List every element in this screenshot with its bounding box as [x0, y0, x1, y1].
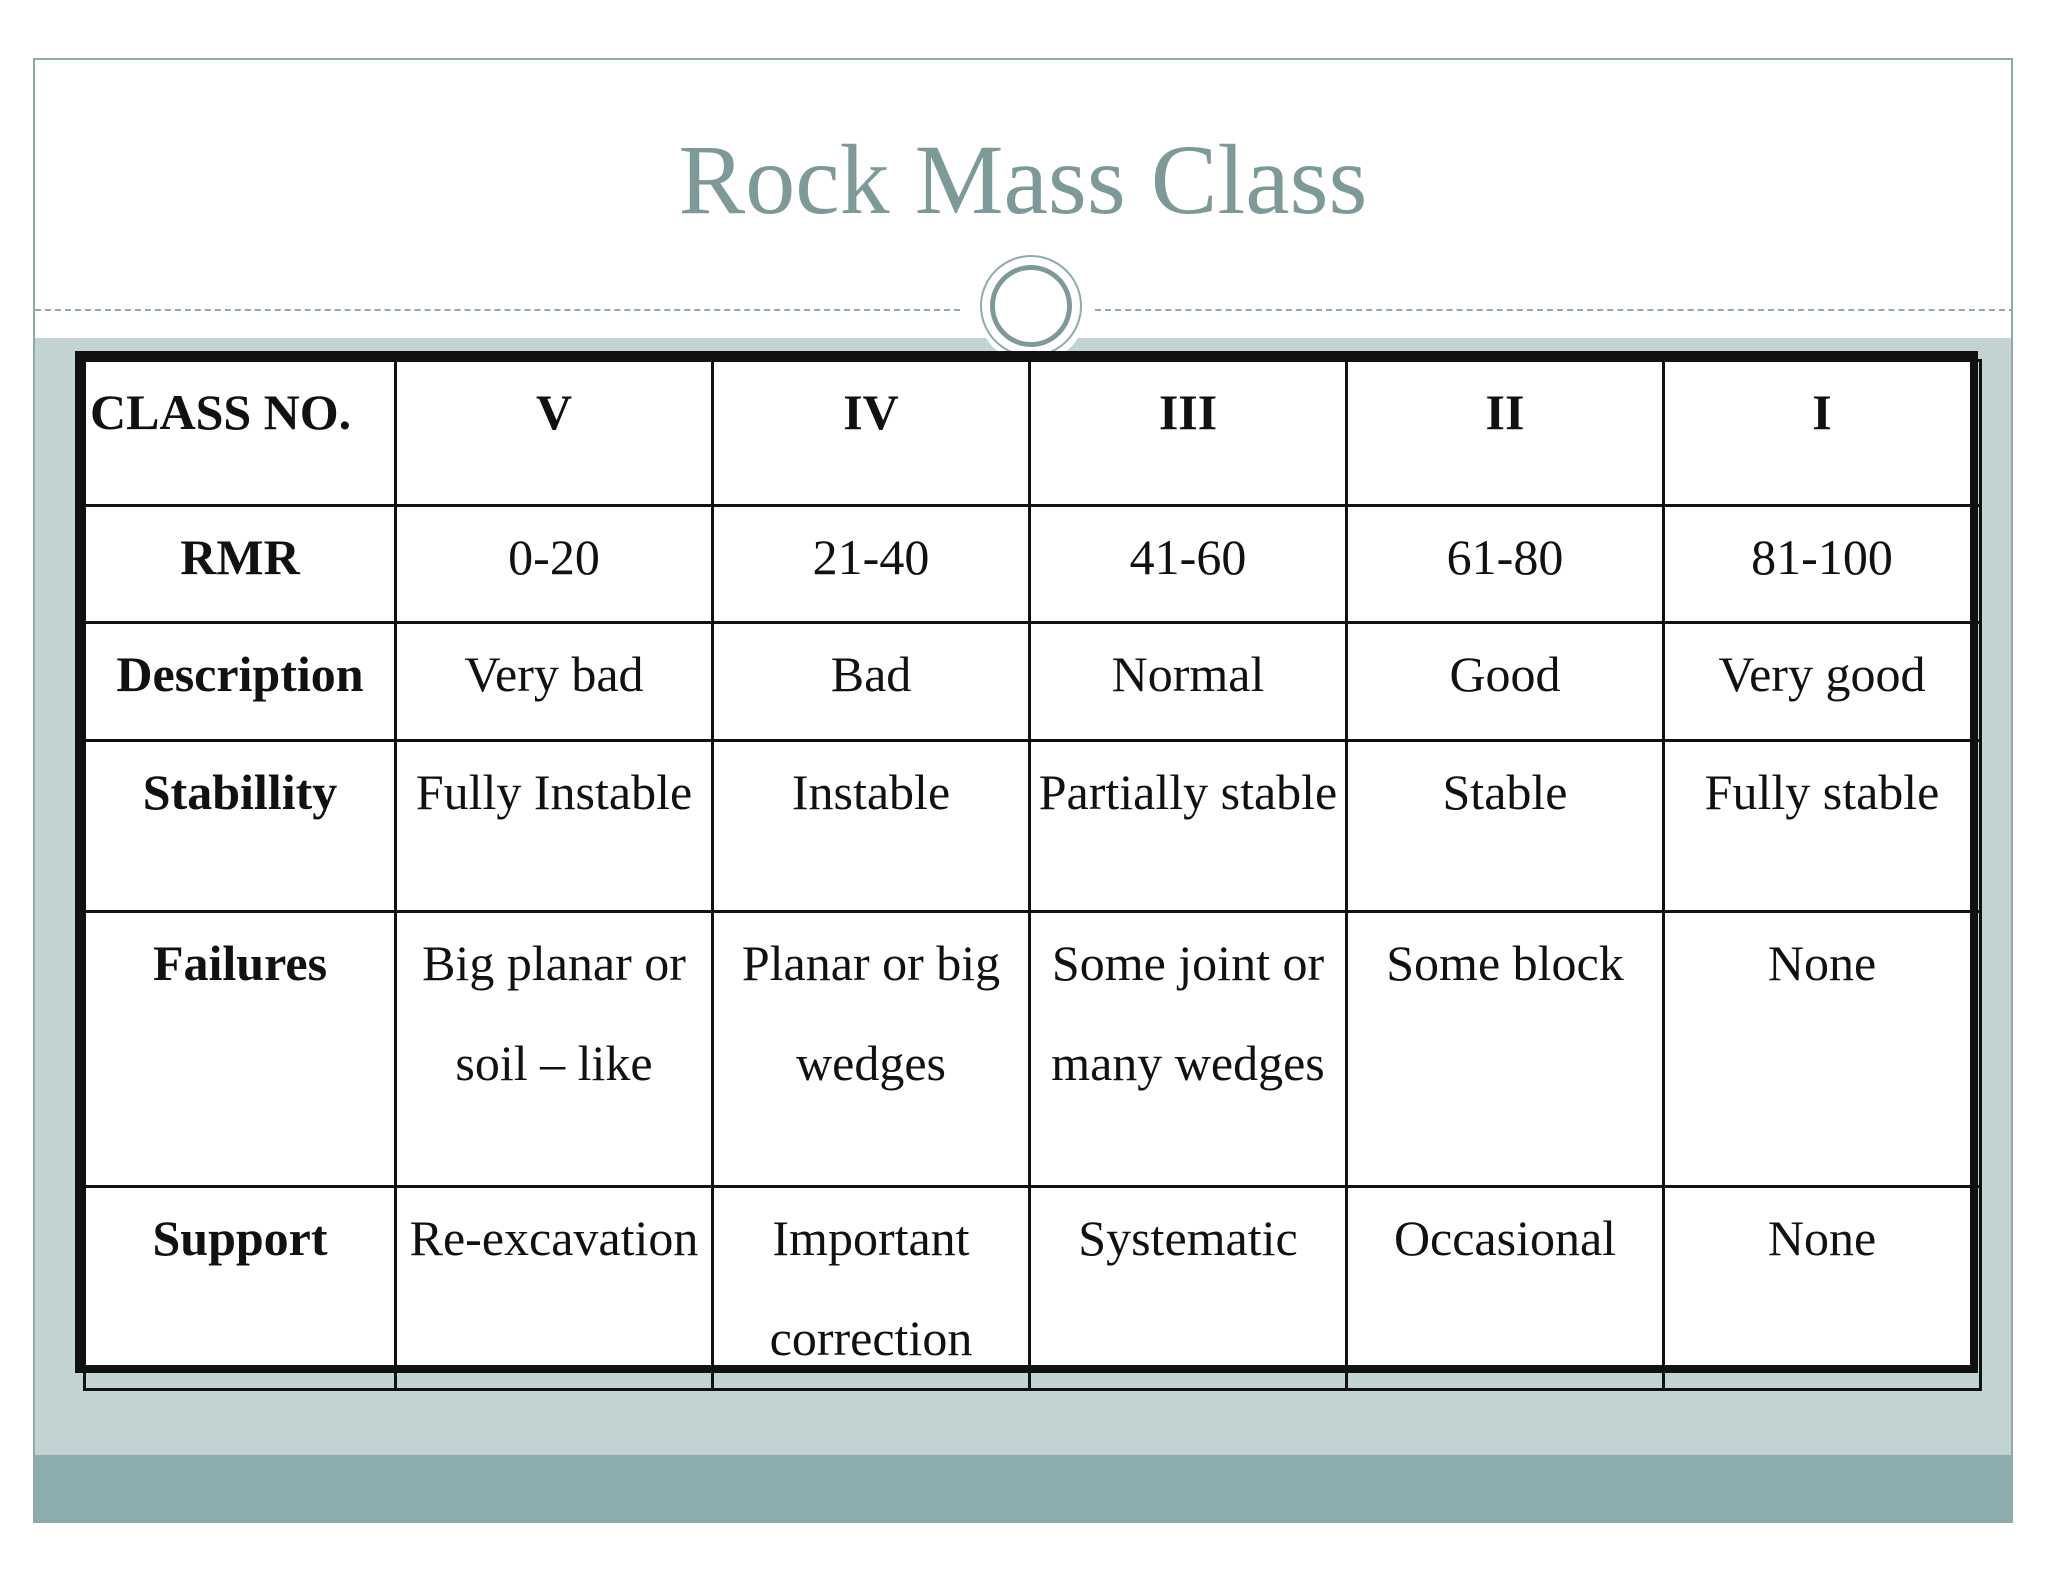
table-cell: 21-40 [713, 506, 1030, 623]
table-cell: Very good [1664, 623, 1981, 741]
table-row [85, 1187, 1981, 1390]
table-cell: Big planar or soil – like [396, 912, 713, 1187]
table-cell: Some block [1347, 912, 1664, 1187]
table-cell: Stable [1347, 741, 1664, 912]
table-cell: Occasional [1347, 1187, 1664, 1390]
circle-ornament-icon [980, 255, 1082, 357]
slide-title: Rock Mass Class [678, 124, 1368, 235]
rock-mass-table [75, 351, 1978, 1373]
table-cell: Partially stable [1030, 741, 1347, 912]
table-cell: None [1664, 1187, 1981, 1390]
table-cell: Bad [713, 623, 1030, 741]
slide [33, 58, 2013, 1523]
row-label: RMR [85, 506, 396, 623]
table-cell: Planar or big wedges [713, 912, 1030, 1187]
table-cell: Good [1347, 623, 1664, 741]
footer-band [35, 1455, 2011, 1523]
table-cell: Fully stable [1664, 741, 1981, 912]
header-cell: II [1347, 361, 1664, 506]
table-cell: Instable [713, 741, 1030, 912]
table-row [85, 912, 1981, 1187]
row-label: Description [85, 623, 396, 741]
table-cell: 0-20 [396, 506, 713, 623]
table-cell: Very bad [396, 623, 713, 741]
header-row [85, 361, 1981, 506]
table-cell: Fully Instable [396, 741, 713, 912]
header-cell: V [396, 361, 713, 506]
table-cell: Systematic [1030, 1187, 1347, 1390]
row-label: Support [85, 1187, 396, 1390]
row-label: Stabillity [85, 741, 396, 912]
header-cell: I [1664, 361, 1981, 506]
header-cell: III [1030, 361, 1347, 506]
header-cell: CLASS NO. [85, 361, 396, 506]
row-label: Failures [85, 912, 396, 1187]
table-row [85, 623, 1981, 741]
table-row [85, 506, 1981, 623]
header-cell: IV [713, 361, 1030, 506]
table-row [85, 741, 1981, 912]
table-cell: Some joint or many wedges [1030, 912, 1347, 1187]
table-cell: 41-60 [1030, 506, 1347, 623]
divider-left [35, 309, 960, 311]
table-cell: Normal [1030, 623, 1347, 741]
divider-right [1095, 309, 2013, 311]
table-cell: Important correction [713, 1187, 1030, 1390]
table-cell: 61-80 [1347, 506, 1664, 623]
table-cell: Re-excavation [396, 1187, 713, 1390]
table-cell: 81-100 [1664, 506, 1981, 623]
table-cell: None [1664, 912, 1981, 1187]
